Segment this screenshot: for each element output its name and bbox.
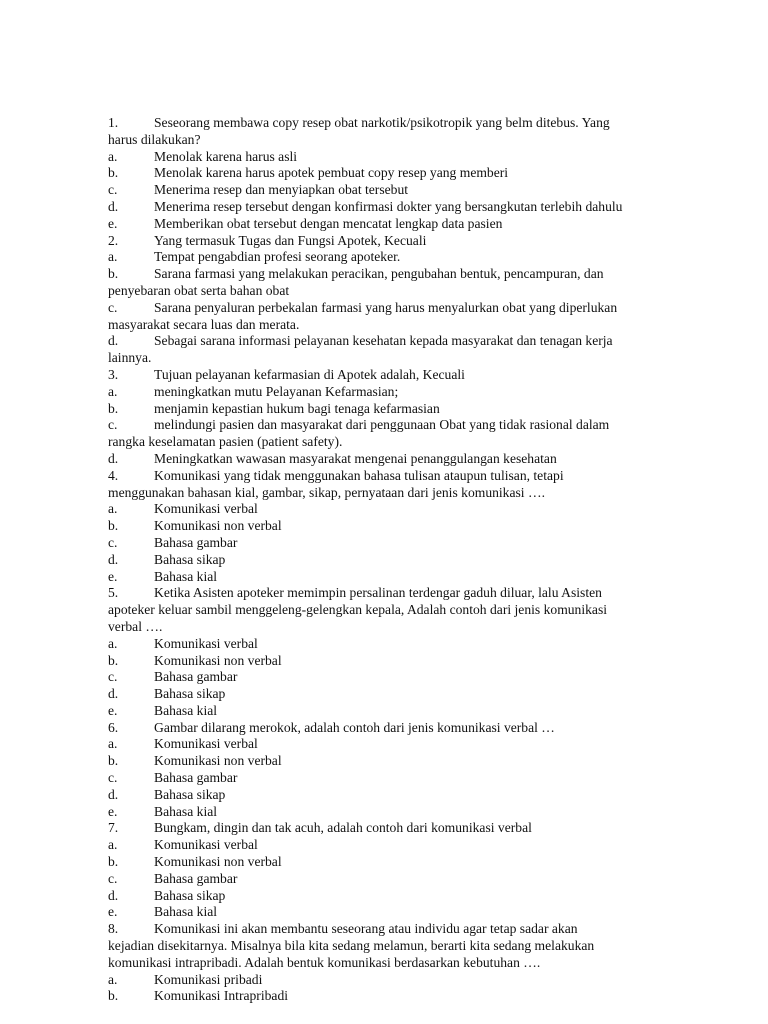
line-marker: e. [108, 702, 118, 718]
line-marker: a. [108, 837, 118, 853]
line-marker: 6. [108, 719, 119, 735]
line-text: Bahasa sikap [154, 887, 226, 903]
document-line [108, 249, 690, 266]
document-line [108, 401, 690, 418]
line-marker: 1. [108, 115, 119, 130]
line-text: Komunikasi non verbal [154, 652, 282, 668]
line-text: Komunikasi non verbal [154, 753, 282, 769]
line-marker: a. [108, 501, 118, 517]
line-text: melindungi pasien dan masyarakat dari penggunaan Obat yang tidak rasional dalam [154, 417, 610, 433]
document-line [108, 165, 690, 182]
line-marker: c. [108, 299, 118, 315]
line-text: Bahasa sikap [154, 551, 226, 567]
line-text: Menolak karena harus apotek pembuat copy resep yang memberi [154, 165, 509, 181]
document-line [108, 720, 690, 737]
line-marker: c. [108, 534, 118, 550]
line-marker: 2. [108, 232, 119, 248]
document-line [108, 535, 690, 552]
line-text: Komunikasi pribadi [154, 971, 263, 987]
line-continuation: penyebaran obat serta bahan obat [108, 282, 290, 298]
document-line [108, 904, 690, 921]
line-marker: e. [108, 803, 118, 819]
line-continuation: lainnya. [108, 350, 152, 366]
document-line [108, 686, 690, 703]
line-text: Komunikasi verbal [154, 837, 258, 853]
line-continuation: komunikasi intrapribadi. Adalah bentuk komunikasi berdasarkan kebutuhan …. [108, 954, 541, 970]
line-marker: c. [108, 770, 118, 786]
line-marker: b. [108, 753, 119, 769]
document-line [108, 149, 690, 166]
line-text: Komunikasi non verbal [154, 518, 282, 534]
document-line [108, 233, 690, 250]
line-marker: a. [108, 971, 118, 987]
document-line [108, 367, 690, 384]
line-continuation: apoteker keluar sambil menggeleng-gelengkan kepala, Adalah contoh dari jenis komunikasi [108, 602, 608, 618]
line-text: Sebagai sarana informasi pelayanan kesehatan kepada masyarakat dan tenagan kerja [154, 333, 613, 349]
document-line [108, 753, 690, 770]
line-text: Yang termasuk Tugas dan Fungsi Apotek, Kecuali [154, 232, 427, 248]
document-line [108, 669, 690, 686]
line-marker: b. [108, 518, 119, 534]
line-text: Komunikasi verbal [154, 501, 258, 517]
line-marker: 4. [108, 467, 119, 483]
line-marker: b. [108, 854, 119, 870]
line-marker: a. [108, 249, 118, 265]
document-line [108, 770, 690, 787]
line-marker: b. [108, 652, 119, 668]
document-line [108, 216, 690, 233]
line-continuation: kejadian disekitarnya. Misalnya bila kita sedang melamun, berarti kita sedang melakukan [108, 938, 595, 954]
line-marker: e. [108, 904, 118, 920]
document-line [108, 636, 690, 653]
line-text: Komunikasi yang tidak menggunakan bahasa tulisan ataupun tulisan, tetapi [154, 467, 564, 483]
document-line [108, 569, 690, 586]
line-continuation: harus dilakukan? [108, 131, 201, 147]
line-marker: b. [108, 988, 119, 1004]
document-line [108, 921, 690, 971]
document-line [108, 988, 690, 1005]
line-text: Tempat pengabdian profesi seorang apoteker. [154, 249, 401, 265]
line-continuation: menggunakan bahasan kial, gambar, sikap, pernyataan dari jenis komunikasi …. [108, 484, 545, 500]
line-text: Menerima resep tersebut dengan konfirmasi dokter yang bersangkutan terlebih dahulu [154, 198, 623, 214]
line-marker: a. [108, 635, 118, 651]
line-text: Komunikasi non verbal [154, 854, 282, 870]
line-marker: d. [108, 450, 119, 466]
line-text: Komunikasi ini akan membantu seseorang atau individu agar tetap sadar akan [154, 921, 578, 937]
line-text: Bahasa gambar [154, 870, 238, 886]
line-text: Ketika Asisten apoteker memimpin persalinan terdengar gaduh diluar, lalu Asisten [154, 585, 602, 601]
line-marker: 7. [108, 820, 119, 836]
line-marker: d. [108, 686, 119, 702]
line-marker: d. [108, 333, 119, 349]
document-line [108, 333, 690, 367]
line-marker: b. [108, 165, 119, 181]
document-line [108, 736, 690, 753]
document-line [108, 871, 690, 888]
line-marker: c. [108, 669, 118, 685]
document-line [108, 854, 690, 871]
document-line [108, 468, 690, 502]
document-line [108, 518, 690, 535]
document-line [108, 820, 690, 837]
document-line [108, 199, 690, 216]
line-text: Bahasa kial [154, 904, 218, 920]
line-marker: d. [108, 198, 119, 214]
document-body [108, 115, 690, 1005]
line-text: Bungkam, dingin dan tak acuh, adalah contoh dari komunikasi verbal [154, 820, 532, 836]
document-line [108, 552, 690, 569]
line-text: Bahasa kial [154, 702, 218, 718]
line-marker: d. [108, 786, 119, 802]
line-text: Sarana penyaluran perbekalan farmasi yang harus menyalurkan obat yang diperlukan [154, 299, 618, 315]
line-marker: b. [108, 400, 119, 416]
line-text: Bahasa gambar [154, 770, 238, 786]
line-marker: a. [108, 383, 118, 399]
document-line [108, 972, 690, 989]
document-line [108, 888, 690, 905]
line-marker: 5. [108, 585, 119, 601]
document-line [108, 266, 690, 300]
line-marker: a. [108, 148, 118, 164]
line-text: Bahasa gambar [154, 669, 238, 685]
line-marker: e. [108, 215, 118, 231]
document-line [108, 115, 690, 149]
document-line [108, 837, 690, 854]
document-line [108, 300, 690, 334]
document-line [108, 703, 690, 720]
line-text: meningkatkan mutu Pelayanan Kefarmasian; [154, 383, 399, 399]
line-text: Komunikasi Intrapribadi [154, 988, 289, 1004]
line-marker: c. [108, 870, 118, 886]
document-line [108, 787, 690, 804]
line-marker: 8. [108, 921, 119, 937]
document-line [108, 417, 690, 451]
line-text: Bahasa gambar [154, 534, 238, 550]
line-text: Bahasa kial [154, 568, 218, 584]
line-text: Gambar dilarang merokok, adalah contoh dari jenis komunikasi verbal … [154, 719, 555, 735]
line-text: Komunikasi verbal [154, 736, 258, 752]
line-marker: d. [108, 887, 119, 903]
line-text: Bahasa kial [154, 803, 218, 819]
line-text: Komunikasi verbal [154, 635, 258, 651]
line-marker: d. [108, 551, 119, 567]
line-marker: e. [108, 568, 118, 584]
line-text: Menerima resep dan menyiapkan obat tersebut [154, 182, 409, 198]
line-text: Bahasa sikap [154, 686, 226, 702]
line-continuation: rangka keselamatan pasien (patient safety). [108, 434, 343, 450]
line-marker: c. [108, 417, 118, 433]
document-line [108, 804, 690, 821]
line-text: Seseorang membawa copy resep obat narkotik/psikotropik yang belm ditebus. Yang [154, 115, 610, 130]
document-line [108, 653, 690, 670]
line-marker: 3. [108, 366, 119, 382]
document-line [108, 501, 690, 518]
document-line [108, 384, 690, 401]
line-text: Memberikan obat tersebut dengan mencatat lengkap data pasien [154, 215, 503, 231]
line-marker: b. [108, 266, 119, 282]
line-continuation: masyarakat secara luas dan merata. [108, 316, 300, 332]
line-marker: a. [108, 736, 118, 752]
line-text: Sarana farmasi yang melakukan peracikan, pengubahan bentuk, pencampuran, dan [154, 266, 604, 282]
line-text: Meningkatkan wawasan masyarakat mengenai penanggulangan kesehatan [154, 450, 557, 466]
line-text: menjamin kepastian hukum bagi tenaga kefarmasian [154, 400, 440, 416]
line-text: Tujuan pelayanan kefarmasian di Apotek adalah, Kecuali [154, 366, 465, 382]
document-line [108, 451, 690, 468]
document-line [108, 182, 690, 199]
line-marker: c. [108, 182, 118, 198]
line-text: Bahasa sikap [154, 786, 226, 802]
document-line [108, 585, 690, 635]
line-continuation: verbal …. [108, 618, 163, 634]
line-text: Menolak karena harus asli [154, 148, 298, 164]
